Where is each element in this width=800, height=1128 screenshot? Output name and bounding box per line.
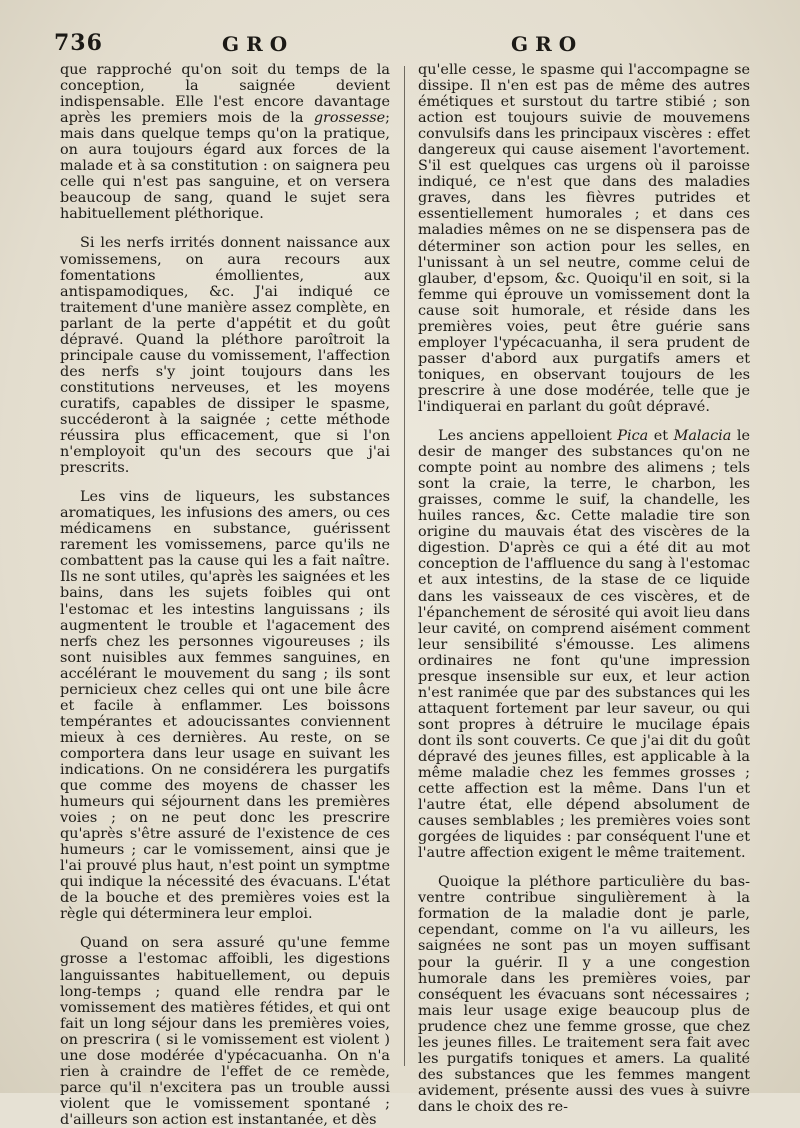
emphasis: Malacia (673, 428, 732, 445)
emphasis: grossesse (313, 110, 386, 127)
paragraph: Quoique la pléthore particulière du bas-ventre contribue singulièrement à la formation de la maladie dont je parle, cependant, comme on l'a vu ailleurs, les saignées ne sont pas un moyen suffisant pour la guérir. Il y a une congestion humorale dans les premières voies, par conséquent les évacuans sont nécessaires ; mais leur usage exige beaucoup plus de prudence chez une femme grosse, que chez les jeunes filles. Le traitement sera fait avec les purgatifs toniques et amers. La qualité des substances que les femmes mangent avidement, présente aussi des vues à suivre dans le choix des re- (418, 874, 750, 1115)
paragraph: Les vins de liqueurs, les substances aromatiques, les infusions des amers, ou ces médicamens en substance, guérissent rarement les vomissemens, parce qu'ils ne combattent pas la cause qui les a fait naître. Ils ne sont utiles, qu'après les saignées et les bains, dans les sujets foibles qui ont l'estomac et les intestins languissans ; ils augmentent le trouble et l'agacement des nerfs chez les personnes vigoureuses ; ils sont nuisibles aux femmes sanguines, en accélérant le mouvement du sang ; ils sont pernicieux chez celles qui ont une bile âcre et facile à enflammer. Les boissons tempérantes et adoucissantes conviennent mieux à ces dernières. Au reste, on se comportera dans leur usage en suivant les indications. On ne considérera les purgatifs que comme des moyens de chasser les humeurs qui séjournent dans les premières voies ; on ne peut donc les prescrire qu'après s'être assuré de l'existence de ces humeurs ; car le vomissement, ainsi que je l'ai prouvé plus haut, n'est point un symptme qui indique la nécessité des évacuans. L'état de la bouche et des premières voies est la règle qui déterminera leur emploi. (60, 489, 390, 923)
paragraph: Si les nerfs irrités donnent naissance aux vomissemens, on aura recours aux fomentations émollientes, aux antispamodiques, &c. J'ai indiqué ce traitement d'une manière assez complète, en parlant de la perte d'appétit et du goût dépravé. Quand la pléthore paroîtroit la principale cause du vomissement, l'affection des nerfs s'y joint toujours dans les constitutions nerveuses, et les moyens curatifs, capables de dissiper le spasme, succéderont à la saignée ; cette méthode réussira plus efficacement, que si l'on n'employoit qu'un des secours que j'ai prescrits. (60, 235, 390, 477)
column-divider (404, 66, 405, 1066)
paragraph: Quand on sera assuré qu'une femme grosse a l'estomac affoibli, les digestions languissantes habituellement, ou depuis long-temps ; quand elle rendra par le vomissement des matières fétides, et qui ont fait un long séjour dans les premières voies, on prescrira ( si le vomissement est violent ) une dose modérée d'ypécacuanha. On n'a rien à craindre de l'effet de ce remède, parce qu'il n'excitera pas un trouble aussi violent que le vomissement spontané ; d'ailleurs son action est instantanée, et dès (60, 935, 390, 1128)
left-text-column (60, 62, 390, 1128)
left-running-head: GRO (222, 32, 295, 56)
right-text-column (418, 62, 751, 1115)
page-number: 736 (54, 30, 103, 56)
emphasis: Pica (617, 428, 649, 445)
paragraph: Les anciens appelloient Pica et Malacia le desir de manger des substances qu'on ne compte point au nombre des alimens ; tels sont la craie, la terre, le charbon, les graisses, comme le suif, la chandelle, les huiles rances, &c. Cette maladie tire son origine du mauvais état des viscères de la digestion. D'après ce qui a été dit au mot conception de l'affluence du sang à l'estomac et aux intestins, de la stase de ce liquide dans les vaisseaux de ces viscères, et de l'épanchement de sérosité qui avoit lieu dans leur cavité, on comprend aisément comment leur sensibilité s'émousse. Les alimens ordinaires ne font qu'une impression presque insensible sur eux, et leur action n'est ranimée que par des substances qui les attaquent fortement par leur saveur, ou qui sont propres à détruire le mucilage épais dont ils sont couverts. Ce que j'ai dit du goût dépravé des jeunes filles, est applicable à la même maladie chez les femmes grosses ; cette affection est la même. Dans l'un et l'autre état, elle dépend absolument de causes semblables ; les premières voies sont gorgées de liquides : par conséquent l'une et l'autre affection exigent le même traitement. (418, 428, 751, 862)
paragraph: que rapproché qu'on soit du temps de la conception, la saignée devient indispensable. Elle l'est encore davantage après les premiers mois de la grossesse; mais dans quelque temps qu'on la pratique, on aura toujours égard aux forces de la malade et à sa constitution : on saignera peu celle qui n'est pas sanguine, et on versera beaucoup de sang, quand le sujet sera habituellement pléthorique. (60, 62, 390, 223)
paragraph: qu'elle cesse, le spasme qui l'accompagne se dissipe. Il n'en est pas de même des autres émétiques et surstout du tartre stibié ; son action est toujours suivie de mouvemens convulsifs dans les principaux viscères : effet dangereux qui cause aisement l'avortement. S'il est quelques cas urgens où il paroisse indiqué, ce n'est que dans des maladies graves, dans les fièvres putrides et essentiellement humorales ; et dans ces maladies mêmes on ne se dispensera pas de déterminer son action pour les selles, en l'unissant à un sel neutre, comme celui de glauber, d'epsom, &c. Quoiqu'il en soit, si la femme qui éprouve un vomissement dont la cause soit humorale, et réside dans les premières voies, peut être guérie sans employer l'ypécacuanha, il sera prudent de passer d'abord aux purgatifs amers et toniques, en observant toujours de les prescrire à une dose modérée, telle que je l'indiquerai en parlant du goût dépravé. (418, 62, 750, 415)
page-header (54, 30, 778, 62)
right-running-head: GRO (511, 32, 584, 56)
